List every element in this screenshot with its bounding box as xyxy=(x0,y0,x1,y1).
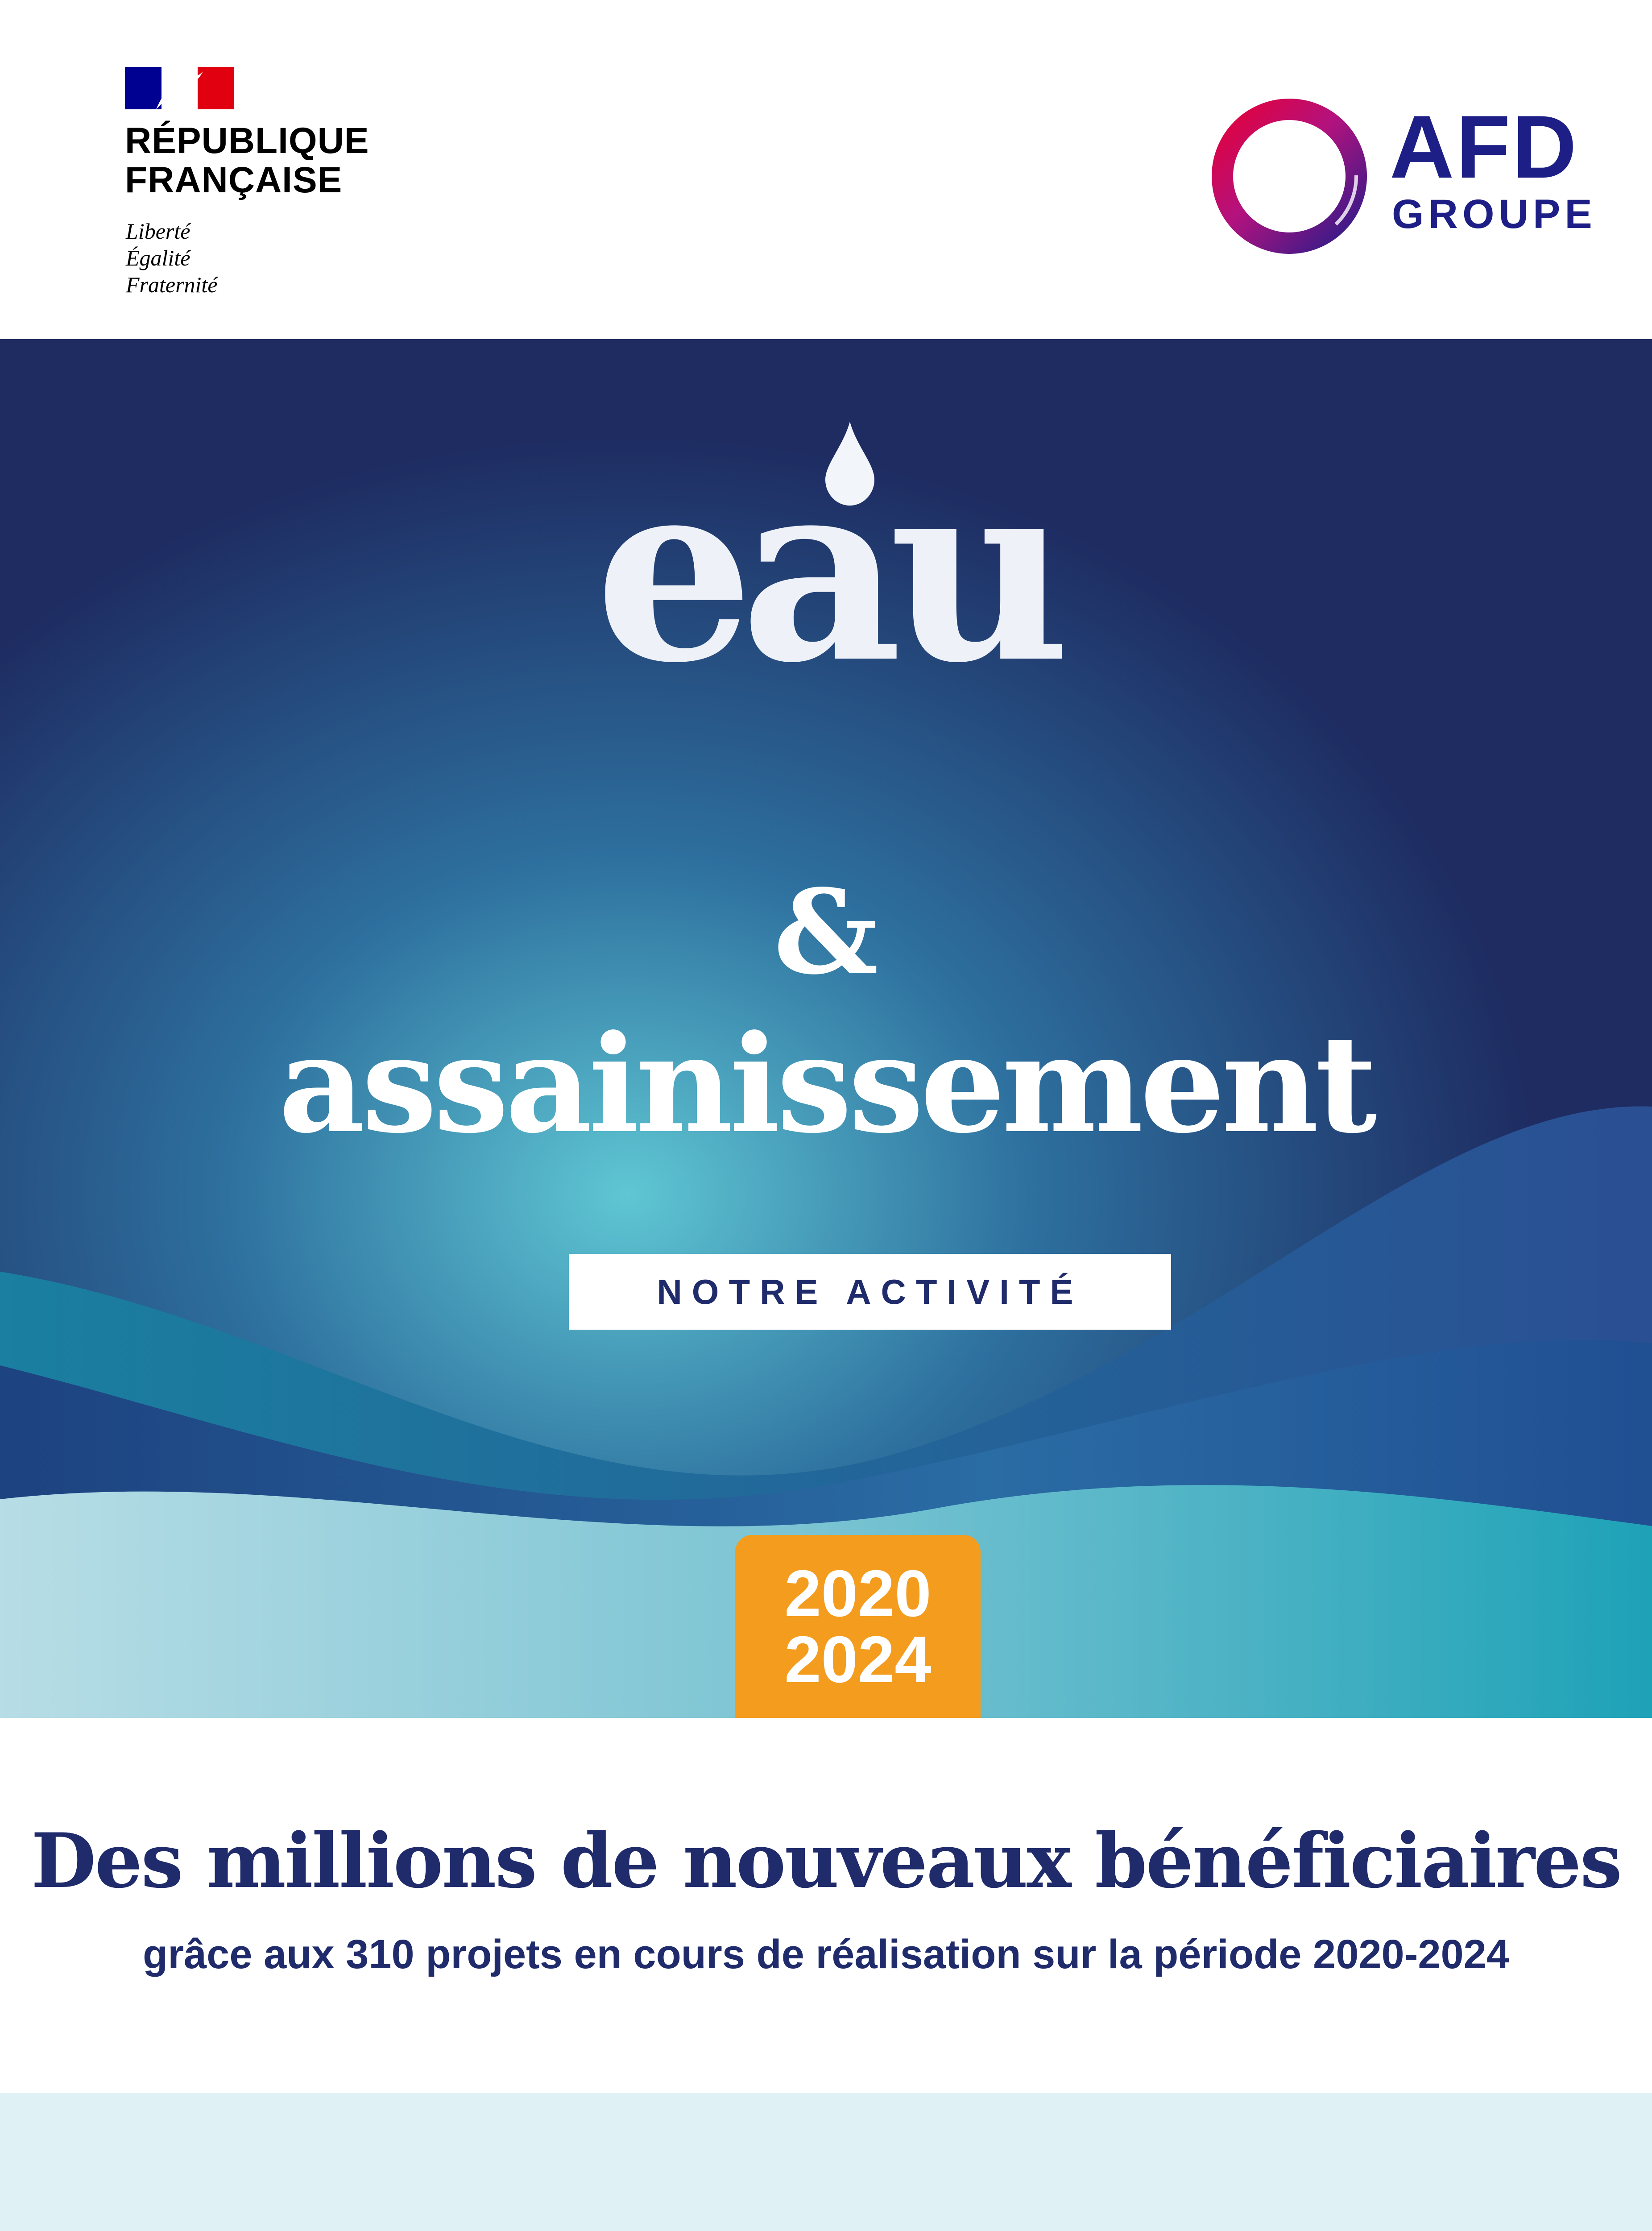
period-badge xyxy=(735,1535,981,1718)
francaise-line: FRANÇAISE xyxy=(125,160,343,200)
afd-ring-logo-icon xyxy=(1205,91,1374,261)
republique-line: RÉPUBLIQUE xyxy=(125,120,369,161)
hero-banner xyxy=(0,339,1652,1718)
marianne-flag-icon xyxy=(125,67,234,109)
period-end-year: 2024 xyxy=(784,1623,932,1696)
motto-fraternite: Fraternité xyxy=(126,272,218,297)
afd-wordmark: AFD xyxy=(1390,97,1579,197)
republic-motto xyxy=(126,218,304,298)
afd-groupe-label: GROUPE xyxy=(1392,191,1597,237)
hero-title-assainissement: assainissement xyxy=(278,1005,1374,1163)
stats-section xyxy=(0,2093,1652,2231)
period-start-year: 2020 xyxy=(784,1557,932,1630)
motto-liberte: Liberté xyxy=(126,219,190,244)
hero-title-ampersand: & xyxy=(774,864,878,1000)
motto-egalite: Égalité xyxy=(126,245,190,270)
republique-francaise-label xyxy=(125,121,437,200)
notre-activite-badge: NOTRE ACTIVITÉ xyxy=(569,1254,1171,1330)
page-header xyxy=(0,0,1652,339)
section-subheadline: grâce aux 310 projets en cours de réalisation sur la période 2020-2024 xyxy=(143,1932,1509,1977)
section-headline: Des millions de nouveaux bénéficiaires xyxy=(31,1816,1621,1905)
hero-title-eau: eau xyxy=(595,424,1057,718)
